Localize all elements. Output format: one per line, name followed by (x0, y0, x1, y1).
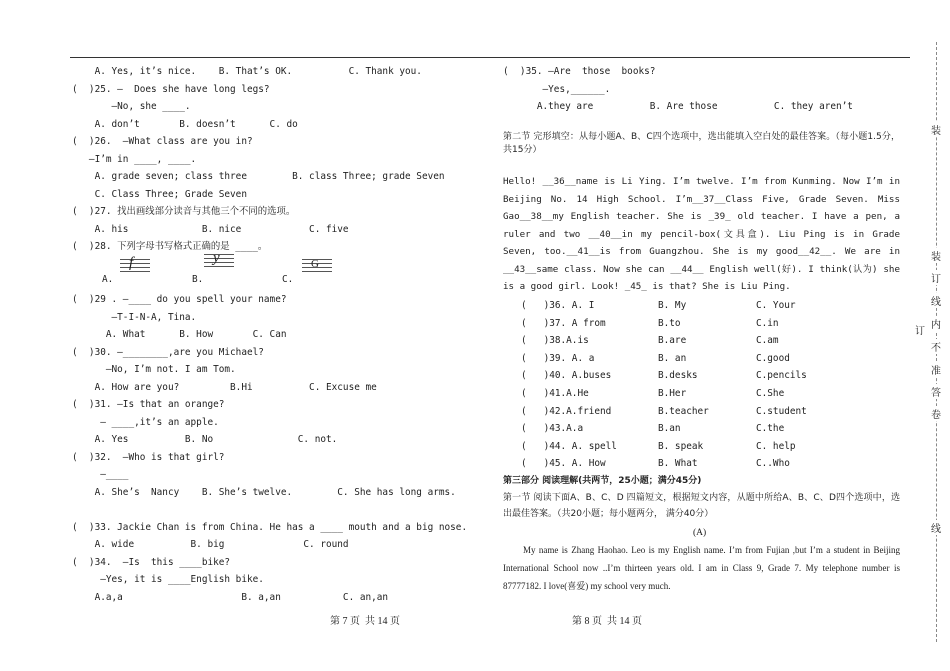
text-line: A. What B. How C. Can (72, 329, 287, 340)
cloze-option-choice: B. What (658, 458, 698, 470)
text-line: —No, she ____. (72, 101, 191, 112)
text-line: —No, I’m not. I am Tom. (72, 364, 236, 375)
text-line: —____ (72, 469, 129, 480)
question-28: ( )28. 下列字母书写格式正确的是 ____。 (72, 241, 268, 252)
text-line: —Yes,______. (503, 84, 611, 95)
letter-staff-b (204, 250, 234, 268)
question-29: ( )29 . —____ do you spell your name? (72, 294, 287, 305)
letter-staff-a (120, 255, 150, 273)
question-33: ( )33. Jackie Chan is from China. He has a ____ mouth and a big nose. (72, 522, 468, 533)
letter-g: G (311, 258, 319, 270)
page-number-left: 第 7 页 共 14 页 (330, 616, 400, 627)
page-number-right: 第 8 页 共 14 页 (572, 616, 642, 627)
cloze-option-choice: C.good (756, 352, 790, 364)
cloze-option-question: ( )37. A from (521, 317, 606, 329)
cloze-option-question: ( )45. A. How (521, 458, 606, 470)
part3-title: 第三部分 阅读理解(共两节，25小题；满分45分) (503, 476, 702, 486)
reading-section-title: 第一节 阅读下面A、B、C、D 四篇短文，根据短文内容，从题中所给A、B、C、D四个选项中，选出最佳答案。（共20小题；每小题两分， 满分40分） (503, 493, 900, 519)
binding-char: 装 (928, 248, 944, 263)
cloze-option-choice: C.in (756, 317, 779, 329)
cloze-option-choice: B.to (658, 317, 681, 329)
binding-char: 线 (928, 293, 944, 308)
binding-char: 答 (928, 384, 944, 399)
question-34: ( )34. —Is this ____bike? (72, 557, 231, 568)
text-line: A. How are you? B.Hi C. Excuse me (72, 382, 377, 393)
cloze-option-choice: C.pencils (756, 370, 807, 382)
cloze-option-question: ( )42.A.friend (521, 405, 612, 417)
option-b-label: B. (192, 274, 204, 285)
option-c-label: C. (282, 274, 294, 285)
question-32: ( )32. —Who is that girl? (72, 452, 225, 463)
passage-a: My name is Zhang Haohao. Leo is my English name. I’m from Fujian ,but I’m a student in Beijing International School now ..I’m thirteen years old. I am in Class 9, Grade 7. My telephone number is 87777182. I love(喜爱) my school very much. (503, 545, 900, 591)
cloze-section-title: 第二节 完形填空：从每小题A、B、C四个选项中，选出能填入空白处的最佳答案。（每小题1.5分，共15分） (503, 132, 900, 155)
binding-char: 订 (912, 322, 928, 337)
binding-char: 线 (928, 520, 944, 535)
cloze-option-choice: B.teacher (658, 405, 709, 417)
text-line: A. Yes, it’s nice. B. That’s OK. C. Thank you. (72, 66, 422, 77)
text-line: —T-I-N-A, Tina. (72, 312, 197, 323)
text-line: —I’m in ____, ____. (72, 154, 197, 165)
letter-staff-c (302, 259, 332, 273)
text-line: A.a,a B. a,an C. an,an (72, 592, 389, 603)
cloze-option-choice: B.Her (658, 388, 687, 399)
letter-f: f (129, 255, 134, 271)
letter-y: y (213, 250, 220, 266)
cloze-option-question: ( )39. A. a (521, 352, 595, 364)
cloze-option-question: ( )41.A.He (521, 388, 589, 399)
cloze-passage: Hello! __36__name is Li Ying. I’m twelve. I’m from Kunming. Now I’m in Beijing No. 14 High School. I’m__37__Class Five, Grade Seven. Miss Gao__38__my English teacher. She is _39_ old teacher. I have a pen, a ruler and two __40__in my pencil-box(文具盒). Liu Ping is in Grade Seven, too.__41__is from Guangzhou. She is my good__42__. We are in __43__same class. Now she can __44__ English well(好). I think(认为) she is a good girl. Look! _45_ is that? She is Liu Ping. (503, 176, 900, 292)
question-35: ( )35. —Are those books? (503, 66, 656, 77)
cloze-option-choice: B.are (658, 335, 687, 347)
question-31: ( )31. —Is that an orange? (72, 399, 225, 410)
binding-char: 不 (928, 339, 944, 354)
top-rule (70, 57, 910, 58)
cloze-option-choice: B.an (658, 423, 681, 435)
cloze-option-choice: B. My (658, 300, 687, 311)
question-27: ( )27. 找出画线部分读音与其他三个不同的选项。 (72, 206, 296, 217)
cloze-option-choice: C. help (756, 440, 796, 452)
passage-label: (A) (693, 528, 707, 538)
text-line: A. wide B. big C. round (72, 539, 349, 550)
question-25: ( )25. — Does she have long legs? (72, 84, 270, 95)
text-line: A. Yes B. No C. not. (72, 434, 338, 445)
cloze-option-choice: C..Who (756, 458, 790, 470)
text-line: A. his B. nice C. five (72, 224, 349, 235)
cloze-option-question: ( )44. A. spell (521, 440, 617, 452)
cloze-option-choice: C.the (756, 423, 785, 435)
cloze-option-question: ( )38.A.is (521, 335, 589, 347)
text-line: A. don’t B. doesn’t C. do (72, 119, 298, 130)
cloze-option-choice: B. an (658, 352, 687, 364)
option-a-label: A. (102, 274, 114, 285)
cloze-option-choice: B.desks (658, 370, 698, 382)
cloze-option-question: ( )40. A.buses (521, 370, 612, 382)
text-line: A.they are B. Are those C. they aren’t (503, 101, 853, 112)
cloze-option-choice: C.student (756, 405, 807, 417)
text-line: —Yes, it is ____English bike. (72, 574, 264, 585)
text-line: A. grade seven; class three B. class Three; grade Seven (72, 171, 445, 182)
cloze-option-question: ( )43.A.a (521, 423, 584, 435)
cloze-option-choice: C.am (756, 335, 779, 347)
text-line: — ____,it’s an apple. (72, 417, 219, 428)
binding-char: 装 (928, 122, 944, 137)
cloze-option-choice: C.She (756, 388, 785, 399)
cloze-option-question: ( )36. A. I (521, 300, 595, 311)
text-line: C. Class Three; Grade Seven (72, 189, 247, 200)
question-26: ( )26. —What class are you in? (72, 136, 253, 147)
binding-char: 卷 (928, 406, 944, 421)
text-line: A. She’s Nancy B. She’s twelve. C. She has long arms. (72, 487, 456, 498)
question-30: ( )30. —________,are you Michael? (72, 347, 264, 358)
binding-char: 准 (928, 362, 944, 377)
cloze-option-choice: B. speak (658, 440, 704, 452)
binding-char: 订 (928, 270, 944, 285)
cloze-option-choice: C. Your (756, 300, 796, 311)
binding-char: 内 (928, 316, 944, 331)
